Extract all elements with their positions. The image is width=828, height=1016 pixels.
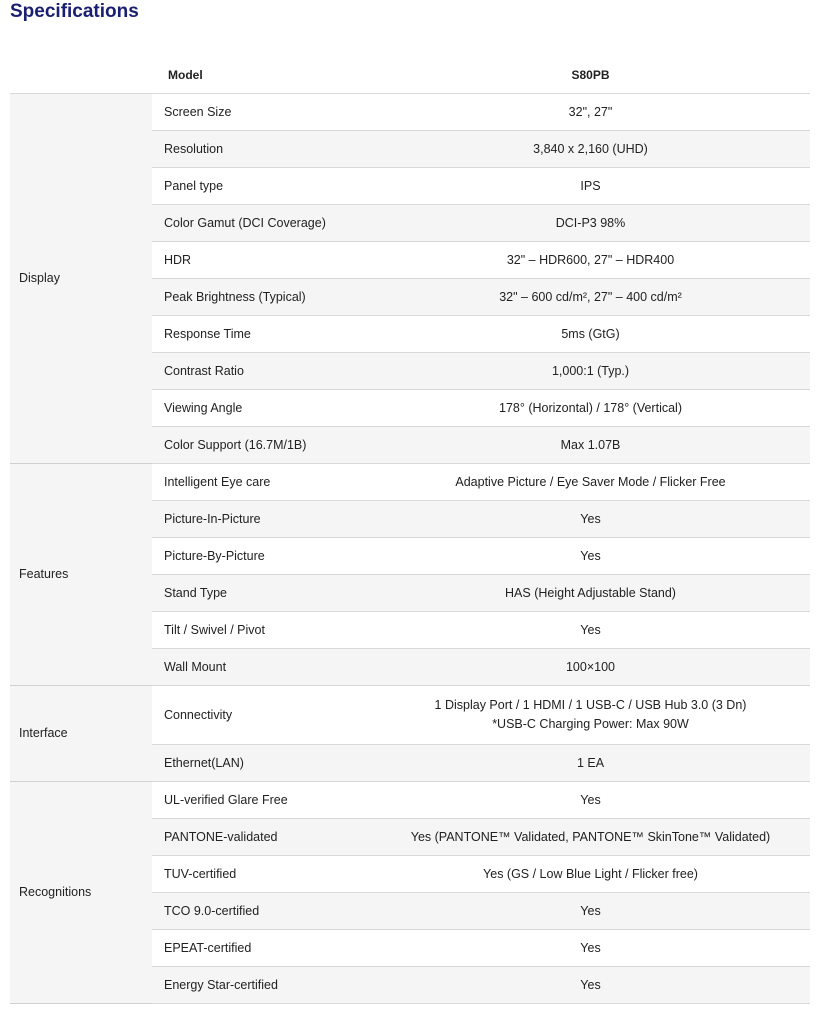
spec-label: Ethernet(LAN) (152, 745, 371, 782)
spec-value: Max 1.07B (371, 427, 810, 464)
spec-value: Yes (371, 612, 810, 649)
header-model-name: S80PB (371, 57, 810, 94)
spec-value: Yes (371, 501, 810, 538)
header-model-label: Model (152, 57, 371, 94)
page-title: Specifications (10, 1, 139, 22)
spec-label: Peak Brightness (Typical) (152, 279, 371, 316)
spec-label: Connectivity (152, 686, 371, 745)
spec-label: Contrast Ratio (152, 353, 371, 390)
spec-value: 32" – HDR600, 27" – HDR400 (371, 242, 810, 279)
spec-label: Response Time (152, 316, 371, 353)
spec-value: 1 EA (371, 745, 810, 782)
table-row (10, 464, 810, 501)
spec-value: 32" – 600 cd/m², 27" – 400 cd/m² (371, 279, 810, 316)
spec-label: Energy Star-certified (152, 967, 371, 1004)
table-row (10, 782, 810, 819)
spec-label: Picture-By-Picture (152, 538, 371, 575)
spec-value-line: 1 Display Port / 1 HDMI / 1 USB-C / USB Hub 3.0 (3 Dn) (434, 698, 747, 712)
spec-value: Yes (371, 967, 810, 1004)
spec-label: PANTONE-validated (152, 819, 371, 856)
spec-value: 100×100 (371, 649, 810, 686)
spec-label: Wall Mount (152, 649, 371, 686)
spec-value-note: *USB-C Charging Power: Max 90W (492, 717, 689, 731)
spec-value: Yes (371, 893, 810, 930)
spec-label: Viewing Angle (152, 390, 371, 427)
spec-label: UL-verified Glare Free (152, 782, 371, 819)
spec-label: HDR (152, 242, 371, 279)
spec-value: 32", 27" (371, 94, 810, 131)
spec-label: Color Support (16.7M/1B) (152, 427, 371, 464)
spec-label: Color Gamut (DCI Coverage) (152, 205, 371, 242)
spec-label: Screen Size (152, 94, 371, 131)
spec-label: TCO 9.0-certified (152, 893, 371, 930)
spec-value: Yes (371, 930, 810, 967)
spec-value: 3,840 x 2,160 (UHD) (371, 131, 810, 168)
table-header-row (10, 57, 810, 94)
specifications-table (10, 57, 810, 1004)
spec-value: DCI-P3 98% (371, 205, 810, 242)
category-features: Features (10, 464, 152, 686)
category-interface: Interface (10, 686, 152, 782)
spec-label: Intelligent Eye care (152, 464, 371, 501)
table-row (10, 686, 810, 745)
header-category (10, 57, 152, 94)
spec-label: Picture-In-Picture (152, 501, 371, 538)
spec-value: IPS (371, 168, 810, 205)
spec-value: Yes (PANTONE™ Validated, PANTONE™ SkinTone™ Validated) (371, 819, 810, 856)
spec-label: Panel type (152, 168, 371, 205)
spec-value: HAS (Height Adjustable Stand) (371, 575, 810, 612)
spec-label: Tilt / Swivel / Pivot (152, 612, 371, 649)
spec-label: Resolution (152, 131, 371, 168)
spec-value: Yes (GS / Low Blue Light / Flicker free) (371, 856, 810, 893)
spec-value: Yes (371, 782, 810, 819)
spec-value: 1,000:1 (Typ.) (371, 353, 810, 390)
spec-value: 178° (Horizontal) / 178° (Vertical) (371, 390, 810, 427)
table-row (10, 94, 810, 131)
spec-value: Adaptive Picture / Eye Saver Mode / Flicker Free (371, 464, 810, 501)
spec-value (371, 686, 810, 745)
category-display: Display (10, 94, 152, 464)
spec-label: Stand Type (152, 575, 371, 612)
spec-value: 5ms (GtG) (371, 316, 810, 353)
spec-label: EPEAT-certified (152, 930, 371, 967)
spec-label: TUV-certified (152, 856, 371, 893)
spec-value: Yes (371, 538, 810, 575)
category-recognitions: Recognitions (10, 782, 152, 1004)
